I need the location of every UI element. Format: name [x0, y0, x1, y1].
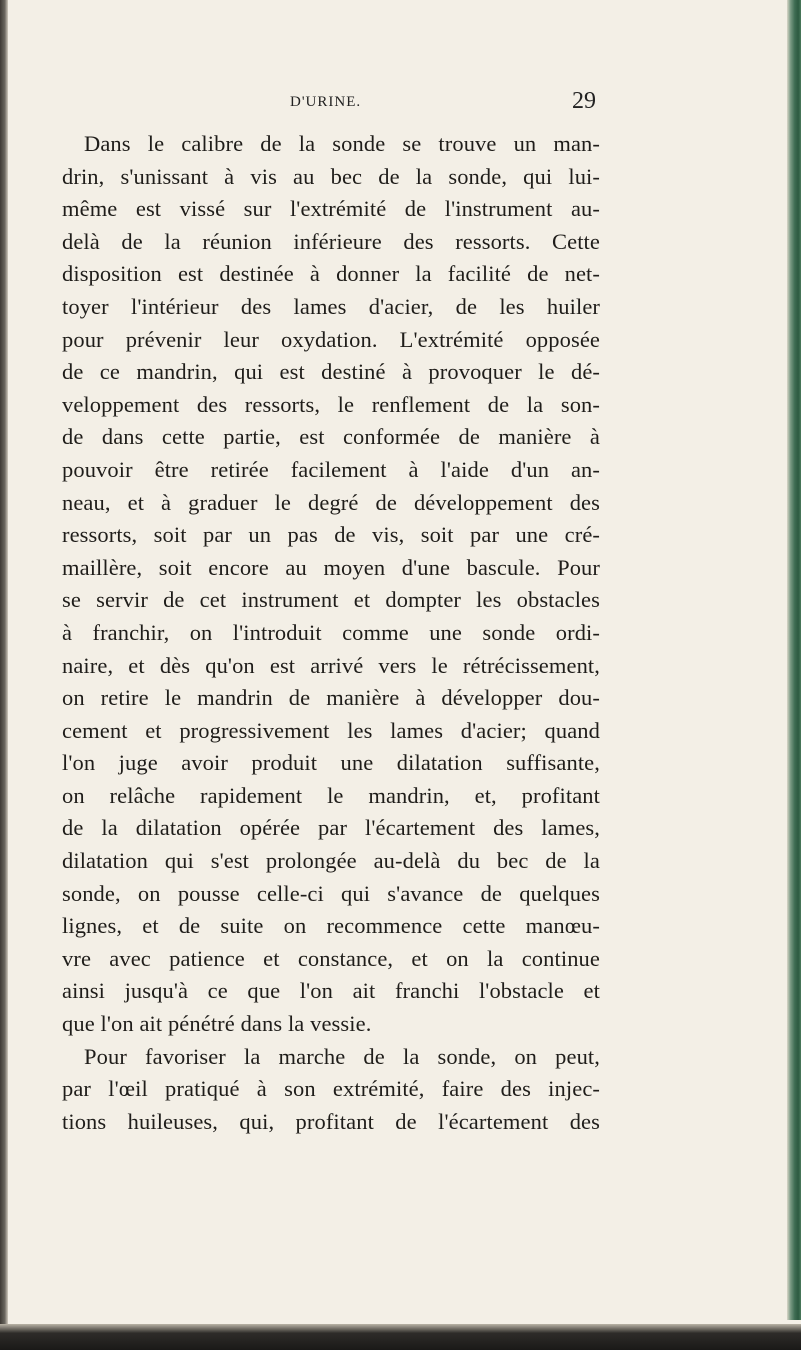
text-line: de dans cette partie, est conformée de manière à: [62, 424, 600, 450]
text-line: toyer l'intérieur des lames d'acier, de les huiler: [62, 293, 600, 319]
text-line: drin, s'unissant à vis au bec de la sonde, qui lui-: [62, 163, 600, 189]
text-line: tions huileuses, qui, profitant de l'écartement des: [62, 1108, 600, 1134]
running-title: D'URINE.: [290, 94, 362, 110]
text-line: pour prévenir leur oxydation. L'extrémité opposée: [62, 326, 600, 352]
text-line: neau, et à graduer le degré de développement des: [62, 489, 600, 515]
text-line: delà de la réunion inférieure des ressorts. Cette: [62, 228, 600, 254]
page-left-edge: [0, 0, 8, 1350]
text-line: de la dilatation opérée par l'écartement des lames,: [62, 815, 600, 841]
body-text: [62, 128, 600, 1138]
text-line: à franchir, on l'introduit comme une sonde ordi-: [62, 619, 600, 645]
book-cover-edge: [787, 0, 801, 1320]
text-line: cement et progressivement les lames d'acier; quand: [62, 717, 600, 743]
text-line: naire, et dès qu'on est arrivé vers le rétrécissement,: [62, 652, 600, 678]
text-line: dilatation qui s'est prolongée au-delà du bec de la: [62, 848, 600, 874]
text-line: que l'on ait pénétré dans la vessie.: [62, 1011, 372, 1037]
text-line: sonde, on pousse celle-ci qui s'avance de quelques: [62, 880, 600, 906]
text-line: de ce mandrin, qui est destiné à provoquer le dé-: [62, 359, 600, 385]
text-line: vre avec patience et constance, et on la continue: [62, 945, 600, 971]
text-line: on relâche rapidement le mandrin, et, profitant: [62, 782, 600, 808]
text-line: l'on juge avoir produit une dilatation suffisante,: [62, 750, 600, 776]
text-line: se servir de cet instrument et dompter les obstacles: [62, 587, 600, 613]
text-line: Pour favoriser la marche de la sonde, on peut,: [84, 1043, 600, 1069]
text-line: par l'œil pratiqué à son extrémité, faire des injec-: [62, 1076, 600, 1102]
text-line: lignes, et de suite on recommence cette manœu-: [62, 913, 600, 939]
text-line: disposition est destinée à donner la facilité de net-: [62, 261, 600, 287]
text-line: même est vissé sur l'extrémité de l'instrument au-: [62, 196, 600, 222]
text-line: maillère, soit encore au moyen d'une bascule. Pour: [62, 554, 600, 580]
page-number: 29: [572, 88, 596, 114]
page-header: [290, 90, 610, 120]
text-line: on retire le mandrin de manière à développer dou-: [62, 685, 600, 711]
page-bottom-edge: [0, 1324, 801, 1350]
text-line: Dans le calibre de la sonde se trouve un man-: [84, 131, 600, 156]
text-line: pouvoir être retirée facilement à l'aide d'un an-: [62, 456, 600, 482]
text-line: ainsi jusqu'à ce que l'on ait franchi l'obstacle et: [62, 978, 600, 1004]
text-line: veloppement des ressorts, le renflement de la son-: [62, 391, 600, 417]
text-line: ressorts, soit par un pas de vis, soit par une cré-: [62, 522, 600, 548]
